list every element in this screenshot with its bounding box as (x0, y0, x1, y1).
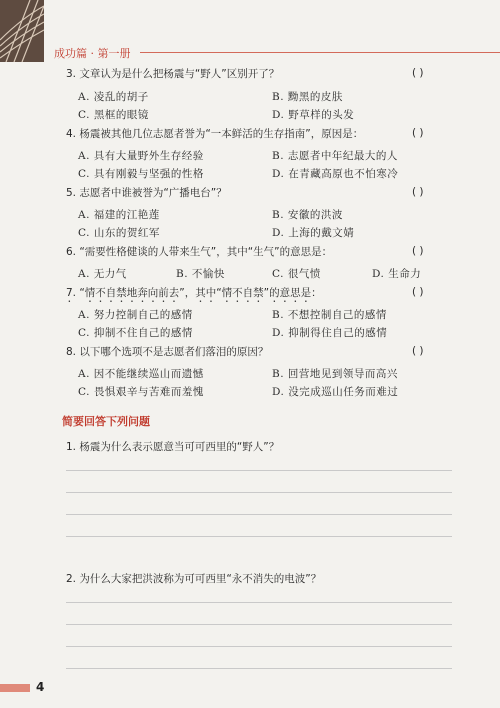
header-rule (140, 52, 500, 53)
header-title: 成功篇 · 第一册 (54, 47, 131, 60)
question-stem-3: 3. 文章认为是什么把杨震与“野人”区别开了？ (66, 68, 280, 80)
option-6d[interactable]: D. 生命力 (372, 268, 422, 280)
section-title: 简要回答下列问题 (62, 415, 150, 428)
short-question-1: 1. 杨震为什么表示愿意当可可西里的“野人”？ (66, 441, 280, 453)
option-5b[interactable]: B. 安徽的洪波 (272, 209, 343, 221)
question-stem-6: 6. “需要性格健谈的人带来生气”，其中“生气”的意思是： (66, 246, 333, 258)
option-7a[interactable]: A. 努力控制自己的感情 (78, 309, 193, 321)
option-8b[interactable]: B. 回营地见到领导而高兴 (272, 368, 398, 380)
option-4b[interactable]: B. 志愿者中年纪最大的人 (272, 150, 398, 162)
option-6c[interactable]: C. 很气愤 (272, 268, 321, 280)
option-7c[interactable]: C. 抑制不住自己的感情 (78, 327, 193, 339)
answer-line[interactable] (66, 624, 452, 625)
answer-line[interactable] (66, 536, 452, 537)
answer-paren-5[interactable]: ( ) (412, 186, 424, 198)
corner-decoration (0, 0, 44, 62)
answer-paren-7[interactable]: ( ) (412, 286, 424, 298)
question-stem-4: 4. 杨震被其他几位志愿者誉为“一本鲜活的生存指南”，原因是： (66, 128, 364, 140)
option-3c[interactable]: C. 黑框的眼镜 (78, 109, 149, 121)
option-8d[interactable]: D. 没完成巡山任务而难过 (272, 386, 399, 398)
question-stem-7: 7. “情不自禁地奔向前去”，其中“情不自禁”的意思是： (66, 287, 322, 299)
option-5c[interactable]: C. 山东的贺红军 (78, 227, 160, 239)
question-stem-8: 8. 以下哪个选项不是志愿者们落泪的原因？ (66, 346, 269, 358)
answer-paren-8[interactable]: ( ) (412, 345, 424, 357)
short-question-2: 2. 为什么大家把洪波称为可可西里“永不消失的电波”？ (66, 573, 322, 585)
answer-paren-6[interactable]: ( ) (412, 245, 424, 257)
answer-line[interactable] (66, 514, 452, 515)
answer-paren-4[interactable]: ( ) (412, 127, 424, 139)
answer-line[interactable] (66, 646, 452, 647)
option-6b[interactable]: B. 不愉快 (176, 268, 225, 280)
option-4c[interactable]: C. 具有刚毅与坚强的性格 (78, 168, 204, 180)
corner-pattern-icon (0, 0, 44, 62)
option-7d[interactable]: D. 抑制得住自己的感情 (272, 327, 388, 339)
answer-line[interactable] (66, 470, 452, 471)
option-6a[interactable]: A. 无力气 (78, 268, 127, 280)
option-3d[interactable]: D. 野草样的头发 (272, 109, 355, 121)
answer-line[interactable] (66, 492, 452, 493)
question-stem-5: 5. 志愿者中谁被誉为“广播电台”？ (66, 187, 227, 199)
answer-line[interactable] (66, 668, 452, 669)
option-7b[interactable]: B. 不想控制自己的感情 (272, 309, 387, 321)
answer-line[interactable] (66, 602, 452, 603)
option-4a[interactable]: A. 具有大量野外生存经验 (78, 150, 204, 162)
option-8a[interactable]: A. 因不能继续巡山而遗憾 (78, 368, 204, 380)
footer-accent (0, 684, 30, 692)
option-3a[interactable]: A. 凌乱的胡子 (78, 91, 149, 103)
option-5d[interactable]: D. 上海的戴文婧 (272, 227, 355, 239)
page-number: 4 (36, 680, 45, 694)
option-8c[interactable]: C. 畏惧艰辛与苦难而羞愧 (78, 386, 204, 398)
option-4d[interactable]: D. 在青藏高原也不怕寒冷 (272, 168, 399, 180)
option-3b[interactable]: B. 黝黑的皮肤 (272, 91, 343, 103)
answer-paren-3[interactable]: ( ) (412, 67, 424, 79)
option-5a[interactable]: A. 福建的江艳莲 (78, 209, 160, 221)
